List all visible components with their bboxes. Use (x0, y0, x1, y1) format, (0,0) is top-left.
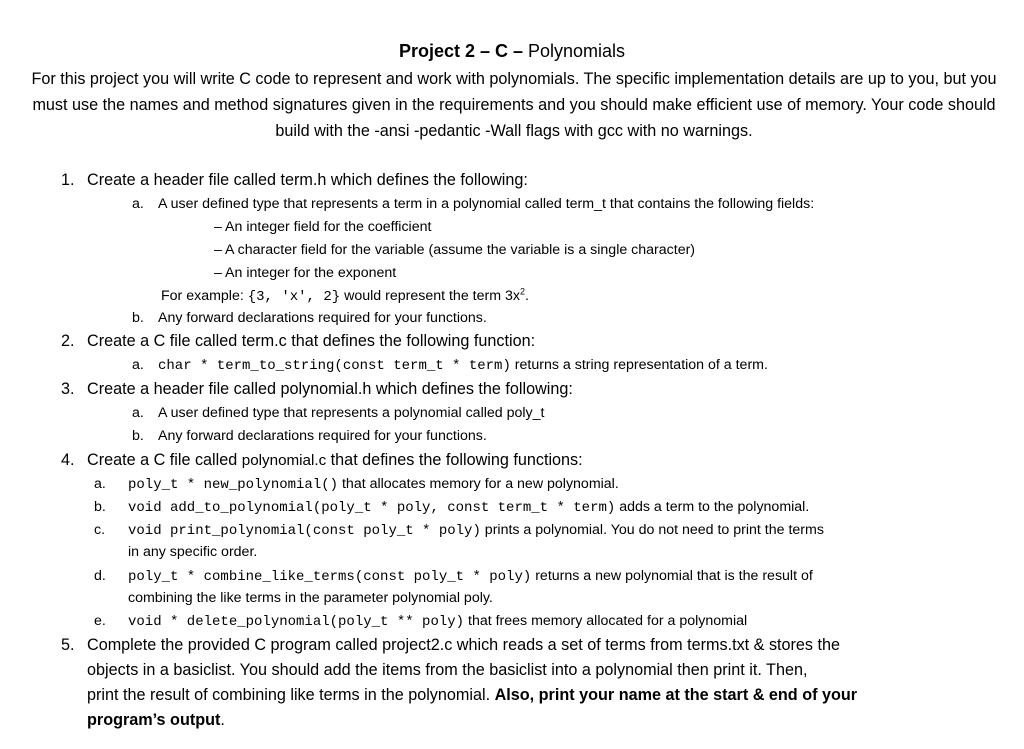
item-2: 2. Create a C file called term.c that defines the following function: (61, 332, 536, 350)
item-1a-bullet-3: – An integer for the exponent (214, 265, 397, 281)
page-title: Project 2 – C – Polynomials (398, 41, 626, 61)
item-4c-continued: in any specific order. (128, 544, 258, 560)
intro-paragraph: For this project you will write C code to represent and work with polynomials. The specific implementation details are up to you, but you must use the names and method signatures given in the requirements and you should make efficient use of memory. Your code should build with the -ansi -pedantic -Wall flags with gcc with no warnings. (31, 70, 997, 140)
item-2a: a. char * term_to_string(const term_t * term) returns a string representation of a term. (132, 357, 768, 374)
item-4a: a. poly_t * new_polynomial() that allocates memory for a new polynomial. (94, 476, 619, 493)
item-1a-bullet-2: – A character field for the variable (assume the variable is a single character) (214, 242, 696, 258)
item-4: 4. Create a C file called polynomial.c that defines the following functions: (61, 451, 583, 469)
item-3b: b. Any forward declarations required for your functions. (132, 428, 487, 444)
item-4c: c. void print_polynomial(const poly_t * poly) prints a polynomial. You do not need to print the terms (94, 522, 824, 539)
item-4e: e. void * delete_polynomial(poly_t ** poly) that frees memory allocated for a polynomial (94, 613, 748, 630)
item-4d-continued: combining the like terms in the parameter polynomial poly. (128, 590, 493, 606)
item-1b: b. Any forward declarations required for your functions. (132, 310, 487, 326)
item-1-example: For example: {3, 'x', 2} would represent the term $3x^2$. (161, 286, 529, 305)
item-1: 1. Create a header file called term.h which defines the following: (61, 171, 528, 189)
item-5-line-3: print the result of combining like terms in the polynomial. Also, print your name at the start & end of your (87, 686, 858, 704)
item-4b: b. void add_to_polynomial(poly_t * poly, const term_t * term) adds a term to the polynomial. (94, 499, 810, 516)
item-1a: a. A user defined type that represents a term in a polynomial called term_t that contains the following fields: (132, 196, 815, 212)
item-5-line-4: program’s output. (87, 711, 225, 729)
item-3: 3. Create a header file called polynomial.h which defines the following: (61, 380, 573, 398)
item-1a-bullet-1: – An integer field for the coefficient (214, 219, 432, 235)
item-5-line-2: objects in a basiclist. You should add the items from the basiclist into a polynomial then print it. Then, (87, 661, 808, 679)
item-3a: a. A user defined type that represents a polynomial called poly_t (132, 405, 545, 421)
item-5: 5. Complete the provided C program called project2.c which reads a set of terms from terms.txt & stores the (61, 636, 841, 654)
item-4d: d. poly_t * combine_like_terms(const poly_t * poly) returns a new polynomial that is the result of (94, 568, 813, 585)
